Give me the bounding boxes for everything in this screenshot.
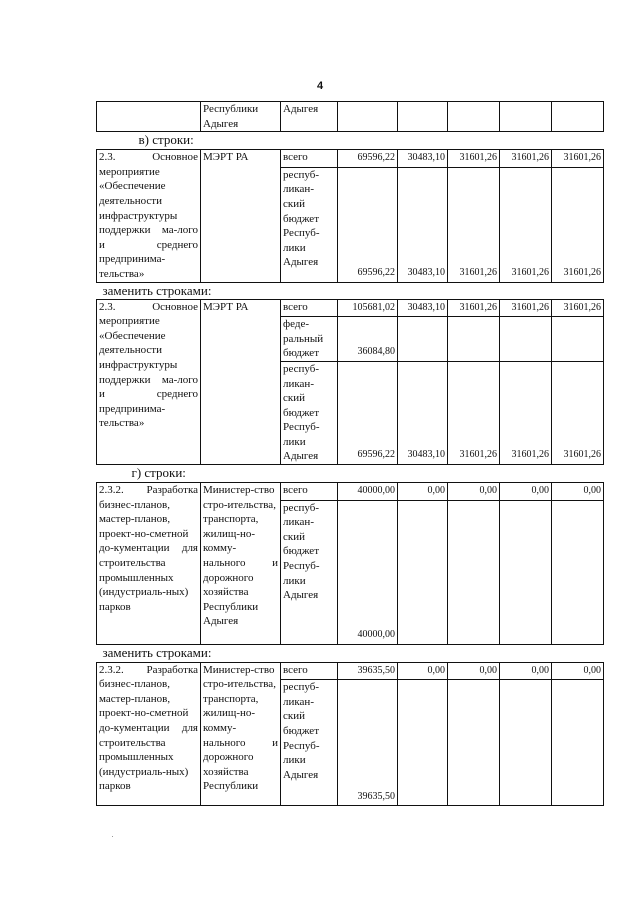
- value-cell: 31601,26: [448, 167, 500, 282]
- value-cell: 105681,02: [338, 299, 398, 317]
- cell-source: всего: [281, 483, 338, 501]
- section-caption: [97, 132, 604, 150]
- cell-source: респуб-ликан-ский бюджет Респуб-лики Адыгея: [281, 680, 338, 806]
- table-row: [97, 299, 604, 317]
- value-cell: 40000,00: [338, 483, 398, 501]
- cell-source: феде-ральный бюджет: [281, 317, 338, 362]
- cell-measure: 2.3.2. Разработка бизнес-планов, мастер-планов, проект-но-сметной до-кументации для строительства промышленных (индустриаль-ных) парков: [97, 483, 201, 645]
- caption-v: в) строки:: [97, 132, 604, 150]
- table-row: [97, 102, 604, 132]
- value-cell: [398, 500, 448, 644]
- value-cell: 0,00: [398, 662, 448, 680]
- value-cell: 31601,26: [448, 361, 500, 464]
- table-row: [97, 662, 604, 680]
- cell-source: респуб-ликан-ский бюджет Респуб-лики Адыгея: [281, 167, 338, 282]
- value-cell: [398, 317, 448, 362]
- scan-speck: [112, 836, 113, 837]
- caption-g: г) строки:: [97, 465, 604, 483]
- value-cell: 0,00: [448, 483, 500, 501]
- value-cell: 39635,50: [338, 662, 398, 680]
- cell-source: всего: [281, 150, 338, 168]
- value-cell: 30483,10: [398, 361, 448, 464]
- value-cell: [500, 500, 552, 644]
- value-cell: 31601,26: [500, 150, 552, 168]
- cell-executor: Республики Адыгея: [201, 102, 281, 132]
- cell-measure: 2.3. Основное мероприятие «Обеспечение деятельности инфраструктуры поддержки ма-лого и среднего предпринима-тельства»: [97, 299, 201, 465]
- value-cell: [500, 680, 552, 806]
- cell-executor: Министер-ство стро-ительства, транспорта, жилищ-но-комму-нального и дорожного хозяйства Республики Адыгея: [201, 483, 281, 645]
- section-caption: [97, 644, 604, 662]
- value-cell: 31601,26: [552, 361, 604, 464]
- value-cell: 69596,22: [338, 150, 398, 168]
- value-cell: [448, 317, 500, 362]
- value-cell: 31601,26: [552, 150, 604, 168]
- caption-replace-2: заменить строками:: [97, 644, 604, 662]
- value-cell: [448, 680, 500, 806]
- value-cell: [398, 680, 448, 806]
- value-cell: 36084,80: [338, 317, 398, 362]
- cell-source: респуб-ликан-ский бюджет Респуб-лики Адыгея: [281, 361, 338, 464]
- value-cell: 31601,26: [500, 299, 552, 317]
- program-table: [96, 101, 604, 806]
- value-cell: 0,00: [500, 483, 552, 501]
- value-cell: 31601,26: [448, 150, 500, 168]
- value-cell: [500, 317, 552, 362]
- cell-measure: 2.3. Основное мероприятие «Обеспечение деятельности инфраструктуры поддержки ма-лого и среднего предпринима-тельства»: [97, 150, 201, 282]
- value-cell: 31601,26: [552, 167, 604, 282]
- value-cell: 30483,10: [398, 167, 448, 282]
- value-cell: 0,00: [552, 662, 604, 680]
- value-cell: 31601,26: [448, 299, 500, 317]
- value-cell: 69596,22: [338, 361, 398, 464]
- cell-source: респуб-ликан-ский бюджет Респуб-лики Адыгея: [281, 500, 338, 644]
- cell-source: всего: [281, 299, 338, 317]
- value-cell: 31601,26: [552, 299, 604, 317]
- value-cell: 30483,10: [398, 299, 448, 317]
- cell-source: Адыгея: [281, 102, 338, 132]
- cell-executor: МЭРТ РА: [201, 150, 281, 282]
- value-cell: 0,00: [500, 662, 552, 680]
- value-cell: 31601,26: [500, 167, 552, 282]
- cell-measure: 2.3.2. Разработка бизнес-планов, мастер-планов, проект-но-сметной до-кументации для строительства промышленных (индустриаль-ных) парков: [97, 662, 201, 806]
- cell-executor: Министер-ство стро-ительства, транспорта, жилищ-но-комму-нального и дорожного хозяйства Республики: [201, 662, 281, 806]
- value-cell: 39635,50: [338, 680, 398, 806]
- section-caption: [97, 465, 604, 483]
- value-cell: 30483,10: [398, 150, 448, 168]
- table-row: [97, 150, 604, 168]
- value-cell: 31601,26: [500, 361, 552, 464]
- value-cell: [552, 317, 604, 362]
- cell-source: всего: [281, 662, 338, 680]
- value-cell: 40000,00: [338, 500, 398, 644]
- value-cell: [448, 500, 500, 644]
- value-cell: 0,00: [552, 483, 604, 501]
- cell-empty: [97, 102, 201, 132]
- value-cell: [552, 500, 604, 644]
- page-number: 4: [316, 80, 324, 92]
- value-cell: [552, 680, 604, 806]
- section-caption: [97, 282, 604, 299]
- caption-replace-1: заменить строками:: [97, 282, 604, 299]
- cell-executor: МЭРТ РА: [201, 299, 281, 465]
- table-row: [97, 483, 604, 501]
- value-cell: 0,00: [448, 662, 500, 680]
- value-cell: 0,00: [398, 483, 448, 501]
- value-cell: 69596,22: [338, 167, 398, 282]
